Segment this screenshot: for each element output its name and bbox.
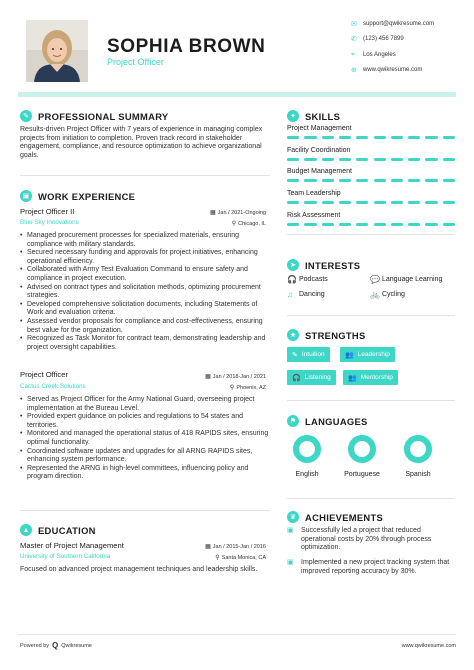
list-item: • Advised on contract types and solicitation methods, optimizing procurement strategies.	[20, 284, 270, 301]
email-icon: ✉	[351, 20, 357, 28]
translate-icon: ⚑	[287, 415, 299, 427]
paper-plane-icon: ➤	[287, 259, 299, 271]
job-1-dates: ▦ Jan / 2021-Ongoing	[210, 210, 266, 216]
list-item: • Collaborated with Army Test Evaluation Command to ensure safety and compliance in project execution.	[20, 266, 270, 283]
skill-level-segment	[443, 223, 455, 226]
skill-level-segment	[391, 179, 403, 182]
skill-level-bar	[287, 179, 455, 182]
skill-level-segment	[443, 136, 455, 139]
section-education-header: ▲ EDUCATION	[20, 524, 96, 536]
languages-divider	[287, 498, 455, 499]
section-experience-header: ▣ WORK EXPERIENCE	[20, 190, 135, 202]
skill-level-segment	[408, 158, 420, 161]
section-summary-header: ✎ PROFESSIONAL SUMMARY	[20, 110, 169, 122]
skill-level-segment	[356, 223, 368, 226]
language-level-ring	[403, 434, 433, 464]
phone-icon: ✆	[351, 36, 357, 44]
section-languages-header: ⚑ LANGUAGES	[287, 415, 368, 427]
job-2-location: ⚲ Phoenix, AZ	[229, 385, 266, 391]
list-item: • Served as Project Officer for the Army National Guard, overseeing project implementation at the Bureau Level.	[20, 396, 270, 413]
language-level-arc	[407, 438, 429, 460]
badge-icon: ▣	[287, 559, 294, 566]
skill-name: Project Management	[287, 125, 352, 132]
skill-level-segment	[304, 158, 316, 161]
strength-listening: 🎧 Listening	[287, 370, 336, 385]
bicycle-icon: 🚲	[370, 290, 380, 299]
strength-mentorship: 👥 Mentorship	[343, 370, 398, 385]
skill-level-segment	[408, 136, 420, 139]
language-level-arc	[296, 438, 318, 460]
achievement-2: ▣ Implemented a new project tracking system that improved reporting accuracy by 30%.	[287, 559, 450, 575]
summary-icon: ✎	[20, 110, 32, 122]
language-item	[342, 434, 382, 478]
skill-level-segment	[322, 201, 334, 204]
graduation-cap-icon: ▲	[20, 524, 32, 536]
skill-name: Risk Assessment	[287, 211, 341, 219]
skill-level-segment	[391, 136, 403, 139]
candidate-role: Project Officer	[107, 57, 164, 67]
section-interests-header: ➤ INTERESTS	[287, 259, 360, 271]
contact-location: ⌖ Los Angeles	[351, 50, 396, 58]
mentor-icon: 👥	[348, 374, 357, 382]
skill-level-bar	[287, 136, 455, 139]
language-name: English	[295, 471, 319, 478]
language-level-arc	[351, 438, 373, 460]
summary-text: Results-driven Project Officer with 7 years of experience in managing complex projects from initiation to completion. Proven track record in stakeholder engagement, compliance, and resource optimization to achieve organizational goals.	[20, 126, 263, 159]
list-item: • Coordinated software updates and upgrades for all ARNG RAPIDS sites, enhancing system performance.	[20, 448, 270, 465]
language-level-ring	[347, 434, 377, 464]
skills-divider	[287, 234, 455, 235]
summary-divider	[20, 175, 270, 176]
education-school: University of Southern California	[20, 553, 111, 560]
skill-level-segment	[374, 201, 386, 204]
skill-level-segment	[287, 179, 299, 182]
skill-level-segment	[287, 223, 299, 226]
headphones-icon: 🎧	[287, 275, 297, 284]
skill-level-segment	[374, 179, 386, 182]
skill-level-segment	[443, 179, 455, 182]
contact-block	[351, 16, 469, 78]
skill-level-bar	[287, 201, 455, 204]
interest-podcasts: 🎧 Podcasts	[287, 275, 328, 284]
skill-level-segment	[304, 223, 316, 226]
list-item: • Secured necessary funding and approvals for project initiatives, enhancing operational efficiency.	[20, 249, 270, 266]
education-location: ⚲ Santa Monica, CA	[215, 555, 266, 561]
interest-cycling: 🚲 Cycling	[370, 290, 405, 299]
music-note-icon: ♫	[287, 290, 293, 299]
job-2-title: Project Officer	[20, 370, 68, 379]
skill-level-segment	[408, 179, 420, 182]
contact-email[interactable]: ✉ support@qwikresume.com	[351, 20, 435, 28]
skill-level-bar	[287, 223, 455, 226]
skill-level-segment	[443, 201, 455, 204]
skill-level-segment	[425, 201, 437, 204]
skill-level-segment	[356, 179, 368, 182]
skill-level-segment	[391, 201, 403, 204]
list-item: • Provided expert guidance on policies and regulations to 54 states and territories.	[20, 413, 270, 430]
skill-level-segment	[339, 158, 351, 161]
achievement-1: ▣ Successfully led a project that reduced operational costs by 20% through process optimization.	[287, 527, 432, 552]
education-degree: Master of Project Management	[20, 541, 124, 550]
skill-level-bar	[287, 158, 455, 161]
job-1-location: ⚲ Chicago, IL	[231, 221, 266, 227]
header-divider	[18, 92, 456, 97]
candidate-name: SOPHIA BROWN	[107, 36, 266, 57]
language-name: Portuguese	[344, 471, 380, 478]
briefcase-icon: ▣	[20, 190, 32, 202]
footer-powered-by: Powered by Q Qwikresume	[20, 641, 92, 650]
qwikresume-logo-icon: Q	[52, 641, 59, 650]
skill-level-segment	[322, 158, 334, 161]
badge-icon: ▣	[287, 527, 294, 534]
contact-phone[interactable]: ✆ (123) 456 7899	[351, 36, 404, 44]
experience-divider	[20, 510, 270, 511]
footer-url[interactable]: www.qwikresume.com	[401, 643, 456, 649]
skill-level-segment	[356, 136, 368, 139]
skill-level-segment	[408, 201, 420, 204]
headphones-icon: 🎧	[292, 374, 301, 382]
skill-level-segment	[374, 158, 386, 161]
language-name: Spanish	[405, 471, 431, 478]
education-text: Focused on advanced project management techniques and leadership skills.	[20, 566, 258, 573]
list-item: • Developed comprehensive solicitation documents, including Statements of Work and evaluation criteria.	[20, 301, 270, 318]
skill-level-segment	[391, 223, 403, 226]
language-item	[287, 434, 327, 478]
star-icon: ★	[287, 329, 299, 341]
skill-level-segment	[339, 179, 351, 182]
location-pin-icon: ⚲	[215, 555, 220, 561]
list-item: • Monitored and managed the operational status of 418 RAPIDS sites, ensuring optimal functionality.	[20, 430, 270, 447]
trophy-icon: ♛	[287, 511, 299, 523]
skill-level-segment	[356, 201, 368, 204]
location-pin-icon: ⚲	[229, 385, 235, 391]
list-item: • Recognized as Task Monitor for contract team, demonstrating leadership and project oversight capabilities.	[20, 335, 270, 352]
calendar-icon: ▦	[205, 374, 211, 380]
skill-level-segment	[374, 223, 386, 226]
skill-level-segment	[304, 136, 316, 139]
skill-level-segment	[322, 136, 334, 139]
skill-level-segment	[322, 179, 334, 182]
interest-dancing: ♫ Dancing	[287, 290, 325, 299]
strength-intuition: ✎ Intuition	[287, 347, 330, 362]
list-item: • Represented the ARNG in high-level committees, influencing policy and program direction.	[20, 465, 270, 482]
section-achievements-header: ♛ ACHIEVEMENTS	[287, 511, 383, 523]
location-pin-icon: ⚲	[231, 221, 237, 227]
job-2-company: Cactus Creek Solutions	[20, 383, 86, 390]
skill-level-segment	[339, 201, 351, 204]
skill-level-segment	[408, 223, 420, 226]
section-strengths-header: ★ STRENGTHS	[287, 329, 366, 341]
job-2-bullets	[20, 396, 270, 482]
calendar-icon: ▦	[210, 210, 216, 216]
skill-name: Team Leadership	[287, 190, 341, 198]
footer-divider	[18, 634, 456, 635]
skill-level-segment	[425, 158, 437, 161]
list-item: • Assessed vendor proposals for compliance and cost-effectiveness, ensuring best value for the organization.	[20, 318, 270, 335]
globe-icon: ⊕	[351, 67, 357, 75]
list-item: • Managed procurement processes for specialized materials, ensuring compliance with military standards.	[20, 232, 270, 249]
calendar-icon: ▦	[205, 544, 211, 550]
interest-language-learning: 💬 Language Learning	[370, 275, 443, 284]
skill-level-segment	[356, 158, 368, 161]
language-level-ring	[292, 434, 322, 464]
skill-level-segment	[339, 223, 351, 226]
skill-level-segment	[391, 158, 403, 161]
speech-bubble-icon: 💬	[370, 275, 380, 284]
skill-level-segment	[443, 158, 455, 161]
job-1-title: Project Officer II	[20, 207, 75, 216]
education-dates: ▦ Jan / 2015-Jan / 2016	[205, 544, 266, 550]
skill-level-segment	[287, 158, 299, 161]
skill-name: Budget Management	[287, 168, 352, 176]
skill-level-segment	[287, 136, 299, 139]
wand-icon: ✎	[292, 351, 298, 359]
skill-level-segment	[322, 223, 334, 226]
skill-level-segment	[425, 179, 437, 182]
language-item	[398, 434, 438, 478]
profile-photo	[26, 20, 88, 82]
job-1-bullets	[20, 232, 270, 352]
strength-leadership: 👥 Leadership	[340, 347, 395, 362]
skill-level-segment	[304, 201, 316, 204]
section-skills-header: ✦ SKILLS	[287, 110, 340, 122]
skill-level-segment	[339, 136, 351, 139]
skill-level-segment	[425, 136, 437, 139]
location-pin-icon: ⌖	[351, 50, 355, 58]
skill-level-segment	[374, 136, 386, 139]
job-2-dates: ▦ Jan / 2018-Jan / 2021	[205, 374, 266, 380]
interests-divider	[287, 315, 455, 316]
skill-level-segment	[304, 179, 316, 182]
skill-name: Facility Coordination	[287, 146, 351, 154]
skill-level-segment	[287, 201, 299, 204]
lightbulb-icon: ✦	[287, 110, 299, 122]
contact-website[interactable]: ⊕ www.qwikresume.com	[351, 67, 423, 75]
skill-level-segment	[425, 223, 437, 226]
job-1-company: Blue Sky Innovations	[20, 219, 79, 226]
team-icon: 👥	[345, 351, 354, 359]
strengths-divider	[287, 400, 455, 401]
